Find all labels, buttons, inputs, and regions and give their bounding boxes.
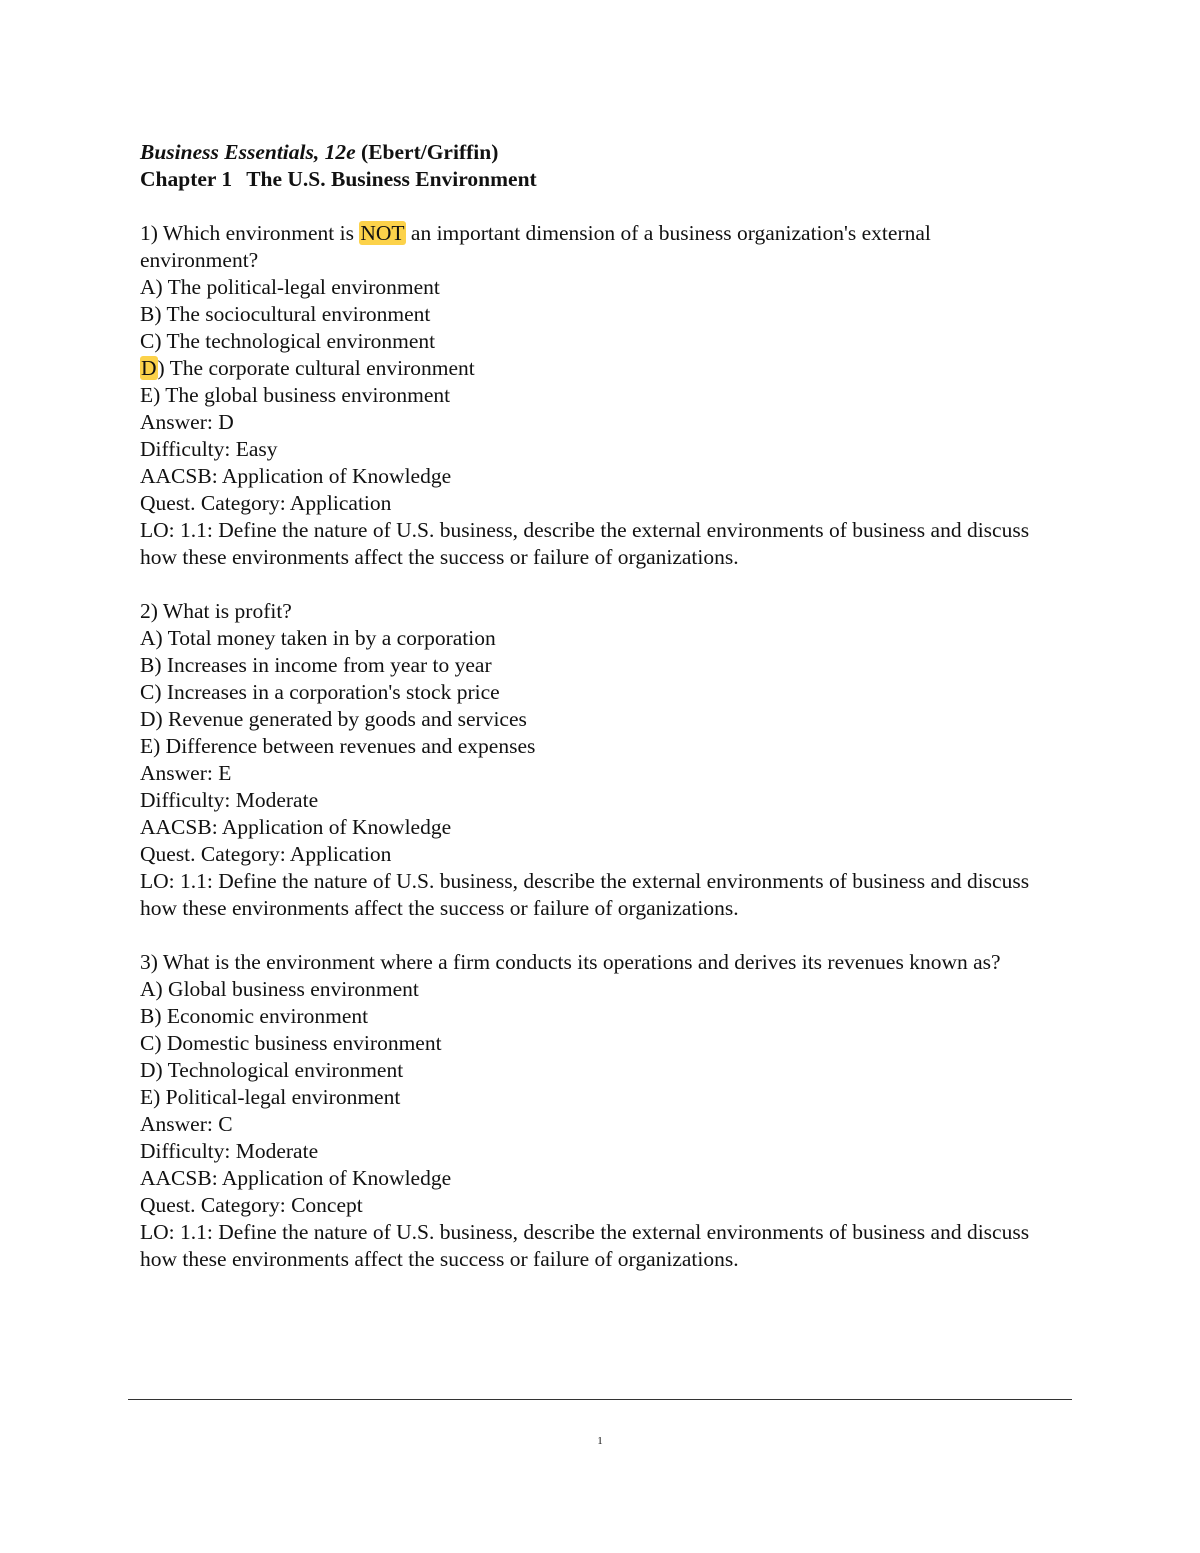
question-3 xyxy=(140,949,1060,1273)
option-c: C) Increases in a corporation's stock price xyxy=(140,680,500,704)
book-authors: (Ebert/Griffin) xyxy=(355,140,499,164)
option-d: D) Revenue generated by goods and services xyxy=(140,707,527,731)
option-b: B) Increases in income from year to year xyxy=(140,653,492,677)
learning-objective: LO: 1.1: Define the nature of U.S. business, describe the external environments of business and discuss how these environments affect the success or failure of organizations. xyxy=(140,518,1030,569)
stem-text: 1) Which environment is xyxy=(140,221,360,245)
book-title: Business Essentials, 12e xyxy=(140,140,356,164)
question-category: Quest. Category: Concept xyxy=(140,1193,363,1217)
question-category: Quest. Category: Application xyxy=(140,491,392,515)
aacsb: AACSB: Application of Knowledge xyxy=(140,1166,452,1190)
option-a: A) The political-legal environment xyxy=(140,275,440,299)
footer-divider xyxy=(128,1399,1072,1400)
highlight-not: NOT xyxy=(360,221,405,245)
page-content xyxy=(140,139,1060,1273)
option-e: E) Political-legal environment xyxy=(140,1085,401,1109)
option-c: C) Domestic business environment xyxy=(140,1031,442,1055)
option-a: A) Global business environment xyxy=(140,977,419,1001)
question-category: Quest. Category: Application xyxy=(140,842,392,866)
option-e: E) Difference between revenues and expenses xyxy=(140,734,536,758)
question-stem: 3) What is the environment where a firm conducts its operations and derives its revenues known as? xyxy=(140,950,1001,974)
answer: Answer: C xyxy=(140,1112,233,1136)
highlight-d: D xyxy=(141,356,157,380)
question-stem: 2) What is profit? xyxy=(140,599,292,623)
learning-objective: LO: 1.1: Define the nature of U.S. business, describe the external environments of business and discuss how these environments affect the success or failure of organizations. xyxy=(140,869,1030,920)
option-d-text: ) The corporate cultural environment xyxy=(157,356,475,380)
option-d: D) Technological environment xyxy=(140,1058,404,1082)
option-a: A) Total money taken in by a corporation xyxy=(140,626,496,650)
chapter-heading xyxy=(140,166,1060,193)
question-stem xyxy=(140,220,1060,247)
learning-objective: LO: 1.1: Define the nature of U.S. business, describe the external environments of business and discuss how these environments affect the success or failure of organizations. xyxy=(140,1220,1030,1271)
difficulty: Difficulty: Easy xyxy=(140,437,278,461)
chapter-title: The U.S. Business Environment xyxy=(246,167,537,191)
option-c: C) The technological environment xyxy=(140,329,436,353)
question-2 xyxy=(140,598,1060,922)
difficulty: Difficulty: Moderate xyxy=(140,1139,319,1163)
answer: Answer: E xyxy=(140,761,232,785)
option-e: E) The global business environment xyxy=(140,383,451,407)
book-title-line xyxy=(140,139,1060,166)
page-number: 1 xyxy=(597,1435,603,1447)
option-b: B) The sociocultural environment xyxy=(140,302,431,326)
aacsb: AACSB: Application of Knowledge xyxy=(140,464,452,488)
chapter-label: Chapter 1 xyxy=(140,167,233,191)
option-b: B) Economic environment xyxy=(140,1004,369,1028)
stem-text: an important dimension of a business organization's external xyxy=(405,221,931,245)
aacsb: AACSB: Application of Knowledge xyxy=(140,815,452,839)
question-stem-continued: environment? xyxy=(140,248,259,272)
answer: Answer: D xyxy=(140,410,234,434)
difficulty: Difficulty: Moderate xyxy=(140,788,319,812)
option-d xyxy=(140,355,1060,382)
question-1 xyxy=(140,220,1060,571)
